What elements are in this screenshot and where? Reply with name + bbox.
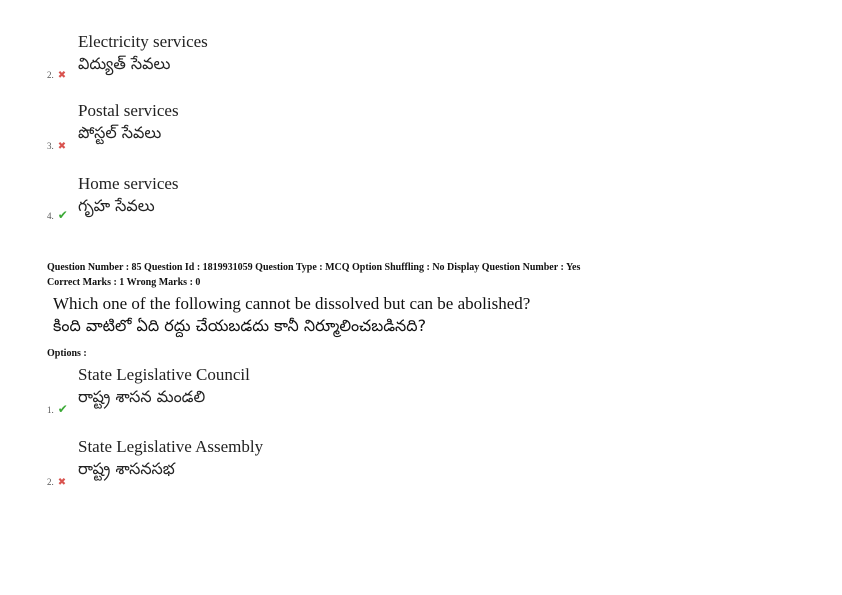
- prev-option-2-text-te: విద్యుత్ సేవలు: [78, 54, 171, 73]
- option-number: 3.: [47, 141, 54, 151]
- checkmark-icon: ✔: [57, 208, 68, 222]
- prev-option-2-text-en: Electricity services: [78, 32, 208, 51]
- option-number: 2.: [47, 70, 54, 80]
- option-2-label: [47, 477, 66, 488]
- prev-option-4-text-te: గృహ సేవలు: [78, 196, 155, 215]
- option-number: 4.: [47, 211, 54, 221]
- options-label: Options :: [47, 348, 87, 359]
- question-text-te: కింది వాటిలో ఏది రద్దు చేయబడదు కానీ నిర్మూలించబడినది?: [53, 316, 427, 335]
- option-1-text-en: State Legislative Council: [78, 365, 250, 384]
- prev-option-3-label: [47, 141, 66, 152]
- prev-option-3-text-te: పోస్టల్ సేవలు: [78, 123, 162, 142]
- question-text-en: Which one of the following cannot be dissolved but can be abolished?: [53, 294, 531, 313]
- cross-icon: ✖: [57, 477, 67, 488]
- cross-icon: ✖: [57, 70, 67, 81]
- checkmark-icon: ✔: [57, 402, 68, 416]
- prev-option-2-label: [47, 70, 66, 81]
- option-1-label: [47, 402, 68, 416]
- prev-option-4-text-en: Home services: [78, 174, 179, 193]
- question-meta-line2: Correct Marks : 1 Wrong Marks : 0: [47, 277, 201, 288]
- question-meta-line1: Question Number : 85 Question Id : 1819931059 Question Type : MCQ Option Shuffling : No Display Question Number : Yes: [47, 262, 581, 273]
- option-number: 2.: [47, 477, 54, 487]
- cross-icon: ✖: [57, 141, 67, 152]
- prev-option-3-text-en: Postal services: [78, 101, 179, 120]
- option-2-text-te: రాష్ట్ర శాసనసభ: [78, 459, 175, 478]
- option-1-text-te: రాష్ట్ర శాసన మండలి: [78, 387, 206, 406]
- prev-option-4-label: [47, 208, 68, 222]
- option-2-text-en: State Legislative Assembly: [78, 437, 264, 456]
- option-number: 1.: [47, 405, 54, 415]
